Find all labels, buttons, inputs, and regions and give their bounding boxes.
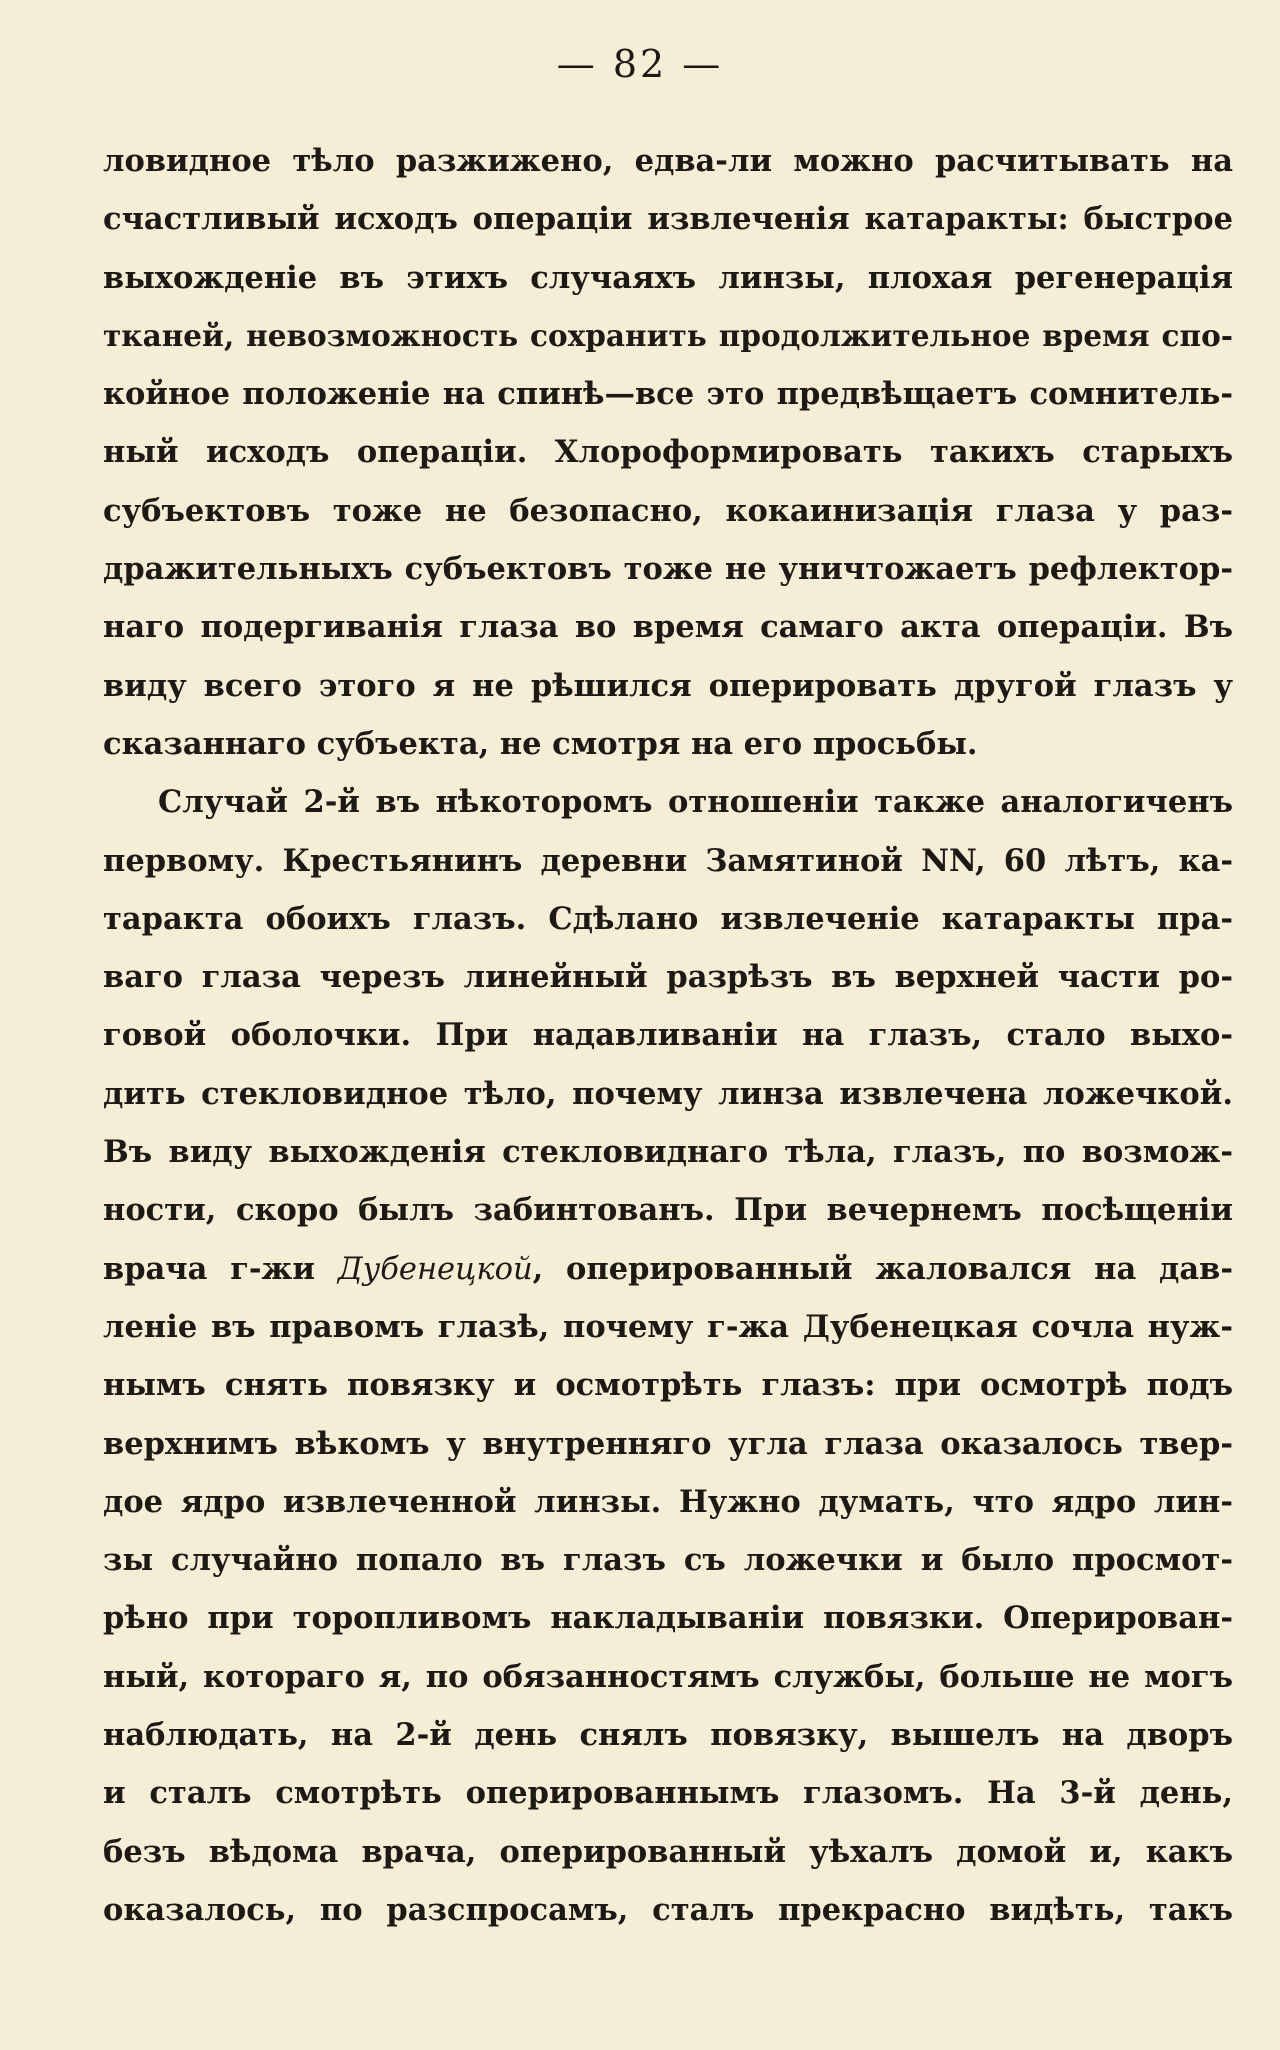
text-line: Въ виду выхожденія стекловиднаго тѣла, глазъ, по возмож- [103,1134,1233,1171]
text-line: выхожденіе въ этихъ случаяхъ линзы, плохая регенерація [103,259,1233,296]
text-line: леніе въ правомъ глазѣ, почему г-жа Дубенецкая сочла нуж- [103,1308,1233,1345]
text-fragment: врача г-жи [103,1250,338,1287]
text-line: верхнимъ вѣкомъ у внутренняго угла глаза оказалось твер- [103,1425,1233,1462]
text-line: и сталъ смотрѣть оперированнымъ глазомъ. На 3-й день, [103,1775,1233,1812]
text-line: говой оболочки. При надавливаніи на глазъ, стало выхо- [103,1017,1233,1054]
text-line: дое ядро извлеченной линзы. Нужно думать, что ядро лин- [103,1483,1233,1520]
text-line: наблюдать, на 2-й день снялъ повязку, вышелъ на дворъ [103,1717,1233,1754]
text-line: безъ вѣдома врача, оперированный уѣхалъ домой и, какъ [103,1833,1233,1870]
text-line: счастливый исходъ операціи извлеченія катаракты: быстрое [103,201,1233,238]
text-line: наго подергиванія глаза во время самаго акта операціи. Въ [103,609,1233,646]
text-line: дражительныхъ субъектовъ тоже не уничтожаетъ рефлектор- [103,551,1233,588]
text-line: первому. Крестьянинъ деревни Замятиной NN, 60 лѣтъ, ка- [103,842,1233,879]
text-line: сказаннаго субъекта, не смотря на его просьбы. [103,725,978,762]
paragraph-start-line: Случай 2-й въ нѣкоторомъ отношеніи также аналогиченъ [158,784,1233,821]
text-line: зы случайно попало въ глазъ съ ложечки и было просмот- [103,1542,1233,1579]
text-line: тканей, невозможность сохранить продолжительное время спо- [103,317,1233,353]
text-line: рѣно при торопливомъ накладываніи повязки. Оперирован- [103,1600,1233,1637]
text-line: таракта обоихъ глазъ. Сдѣлано извлеченіе катаракты пра- [103,900,1233,937]
text-line: ности, скоро былъ забинтованъ. При вечернемъ посѣщеніи [103,1192,1233,1229]
text-line: дить стекловидное тѣло, почему линза извлечена ложечкой. [103,1075,1233,1112]
text-line: виду всего этого я не рѣшился оперировать другой глазъ у [103,667,1233,704]
text-line: оказалось, по разспросамъ, сталъ прекрасно видѣть, такъ [103,1891,1233,1928]
text-line: ловидное тѣло разжижено, едва-ли можно расчитывать на [103,143,1233,179]
text-line: койное положеніе на спинѣ—все это предвѣщаетъ сомнитель- [103,376,1233,413]
text-line: нымъ снять повязку и осмотрѣть глазъ: при осмотрѣ подъ [103,1367,1233,1404]
text-fragment: , оперированный жаловался на дав- [532,1250,1233,1287]
body-text [103,132,1233,1939]
page-number: — 82 — [556,42,724,86]
text-line: субъектовъ тоже не безопасно, кокаинизація глаза у раз- [103,492,1233,529]
italic-person-name: Дубенецкой [337,1251,533,1287]
text-line: ный исходъ операціи. Хлороформировать такихъ старыхъ [103,434,1233,471]
text-line-with-name [103,1240,1233,1298]
text-line: ный, котораго я, по обязанностямъ службы, больше не могъ [103,1658,1233,1695]
text-line: ваго глаза черезъ линейный разрѣзъ въ верхней части ро- [103,959,1233,996]
